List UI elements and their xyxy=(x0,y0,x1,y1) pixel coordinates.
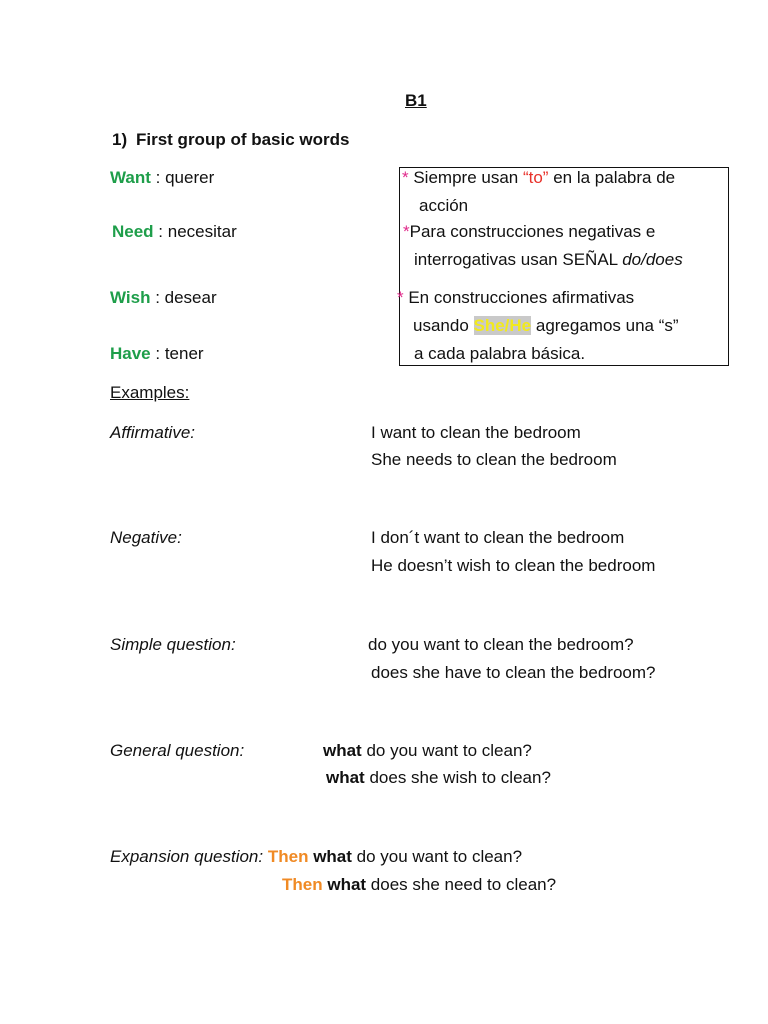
vocab-word: Want xyxy=(110,168,151,187)
asterisk-icon: * xyxy=(403,222,410,241)
note-text: agregamos una “s” xyxy=(531,316,679,335)
vocab-sep: : xyxy=(153,222,168,241)
affirmative-label: Affirmative: xyxy=(110,423,196,442)
note-do-does: do/does xyxy=(622,250,683,269)
note-3-line-1 xyxy=(397,288,634,308)
note-text: en la palabra de xyxy=(548,168,676,187)
then-word: Then xyxy=(267,847,309,866)
what-word: what xyxy=(326,768,365,787)
heading-number: 1) xyxy=(112,130,128,149)
asterisk-icon: * xyxy=(402,168,409,187)
simple-question-example-2: does she have to clean the bedroom? xyxy=(371,663,656,682)
affirmative-example-1: I want to clean the bedroom xyxy=(371,423,581,442)
note-text: interrogativas usan SEÑAL xyxy=(414,250,623,269)
note-to-word: “to” xyxy=(522,168,549,187)
vocab-word: Have xyxy=(110,344,151,363)
page-title: B1 xyxy=(405,91,427,110)
vocab-sep: : xyxy=(150,344,165,363)
vocab-word: Wish xyxy=(110,288,151,307)
note-3-line-2 xyxy=(413,316,679,336)
note-text: usando xyxy=(413,316,474,335)
general-question-example-1 xyxy=(323,741,532,761)
vocab-item-want xyxy=(110,168,214,188)
she-he-highlight: She/He xyxy=(473,316,532,335)
example-text: does she need to clean? xyxy=(366,875,557,894)
vocab-meaning: desear xyxy=(164,288,217,307)
vocab-item-have xyxy=(110,344,204,364)
simple-question-example-1: do you want to clean the bedroom? xyxy=(368,635,634,654)
vocab-meaning: necesitar xyxy=(167,222,237,241)
example-text: does she wish to clean? xyxy=(364,768,551,787)
note-3-line-3: a cada palabra básica. xyxy=(414,344,586,363)
section-heading xyxy=(112,130,350,150)
note-1-line-1 xyxy=(402,168,675,188)
note-text: En construcciones afirmativas xyxy=(403,288,635,307)
then-word: Then xyxy=(282,875,323,894)
negative-example-2: He doesn’t wish to clean the bedroom xyxy=(371,556,656,575)
example-text: do you want to clean? xyxy=(351,847,523,866)
general-question-example-2 xyxy=(326,768,551,788)
heading-text: First group of basic words xyxy=(136,130,350,149)
negative-example-1: I don´t want to clean the bedroom xyxy=(371,528,625,547)
simple-question-label: Simple question: xyxy=(110,635,236,654)
note-2-line-2 xyxy=(414,250,683,270)
what-word: what xyxy=(327,875,367,894)
example-text: do you want to clean? xyxy=(361,741,532,760)
expansion-question-label: Expansion question: xyxy=(110,847,264,866)
vocab-word: Need xyxy=(112,222,154,241)
vocab-sep: : xyxy=(150,168,166,187)
what-word: what xyxy=(313,847,352,866)
negative-label: Negative: xyxy=(110,528,182,547)
general-question-label: General question: xyxy=(110,741,245,760)
vocab-item-wish xyxy=(110,288,217,308)
what-word: what xyxy=(323,741,362,760)
note-2-line-1 xyxy=(403,222,655,242)
vocab-item-need xyxy=(112,222,237,242)
vocab-meaning: querer xyxy=(165,168,215,187)
affirmative-example-2: She needs to clean the bedroom xyxy=(371,450,617,469)
expansion-question-row-2 xyxy=(282,875,556,895)
asterisk-icon: * xyxy=(397,288,404,307)
note-1-line-2: acción xyxy=(419,196,469,215)
examples-label: Examples: xyxy=(110,383,190,402)
note-text: Para construcciones negativas e xyxy=(409,222,656,241)
note-text: Siempre usan xyxy=(408,168,523,187)
vocab-sep: : xyxy=(150,288,165,307)
vocab-meaning: tener xyxy=(164,344,204,363)
expansion-question-row-1 xyxy=(110,847,522,867)
